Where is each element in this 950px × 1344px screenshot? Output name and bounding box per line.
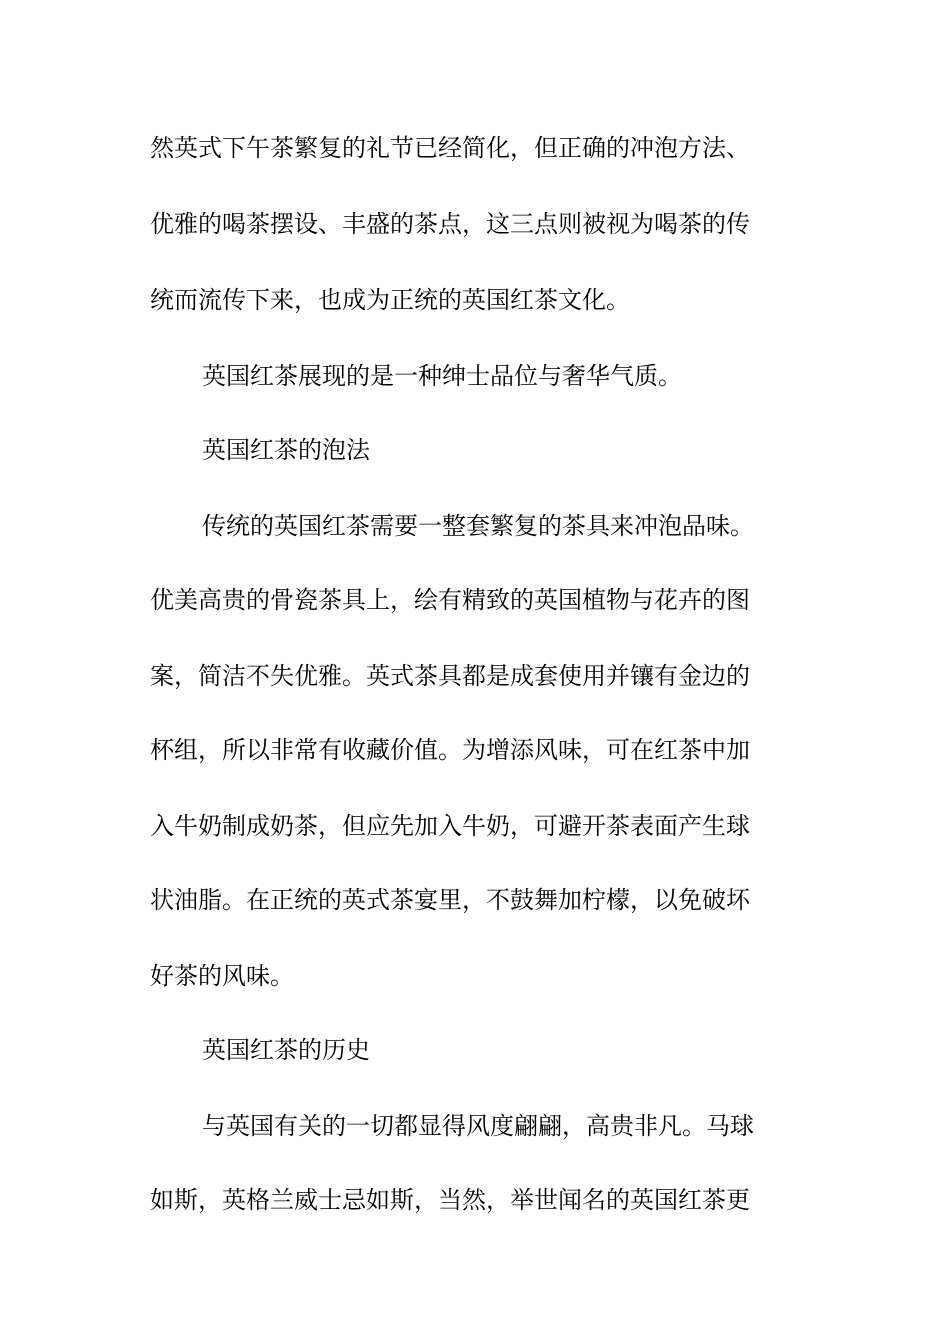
section-heading: 英国红茶的历史 [202,1036,370,1064]
paragraph-line: 然英式下午茶繁复的礼节已经简化，但正确的冲泡方法、 [150,134,750,162]
paragraph-line: 优雅的喝茶摆设、丰盛的茶点，这三点则被视为喝茶的传 [150,210,750,238]
paragraph-line: 入牛奶制成奶茶，但应先加入牛奶，可避开茶表面产生球 [150,812,750,840]
paragraph-line: 与英国有关的一切都显得风度翩翩，高贵非凡。马球 [202,1112,754,1140]
paragraph-line: 优美高贵的骨瓷茶具上，绘有精致的英国植物与花卉的图 [150,586,750,614]
paragraph-line: 案，简洁不失优雅。英式茶具都是成套使用并镶有金边的 [150,662,750,690]
section-heading: 英国红茶的泡法 [202,436,370,464]
paragraph-line: 传统的英国红茶需要一整套繁复的茶具来冲泡品味。 [202,512,754,540]
paragraph-line: 好茶的风味。 [150,962,294,990]
paragraph-line: 状油脂。在正统的英式茶宴里，不鼓舞加柠檬，以免破坏 [150,886,750,914]
paragraph-line: 如斯，英格兰威士忌如斯，当然，举世闻名的英国红茶更 [150,1186,750,1214]
paragraph-line: 英国红茶展现的是一种绅士品位与奢华气质。 [202,362,682,390]
paragraph-line: 杯组，所以非常有收藏价值。为增添风味，可在红茶中加 [150,736,750,764]
paragraph-line: 统而流传下来，也成为正统的英国红茶文化。 [150,286,630,314]
